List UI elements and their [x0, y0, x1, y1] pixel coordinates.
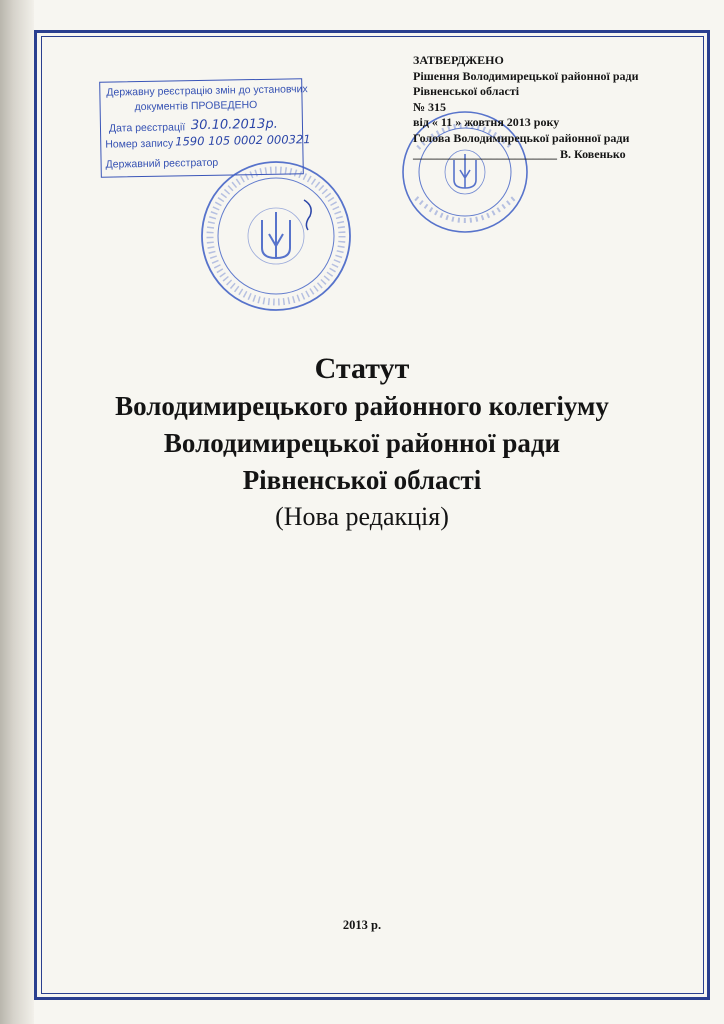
- stamp-registrar-label: Державний реєстратор: [105, 156, 219, 171]
- trident-icon: [262, 212, 290, 258]
- scan-edge-shadow: [0, 0, 34, 1024]
- state-registration-seal: [196, 156, 356, 316]
- title-edition: (Нова редакція): [275, 502, 449, 531]
- approval-heading: ЗАТВЕРДЖЕНО: [413, 53, 504, 67]
- approval-decision: Рішення Володимирецької районної ради: [413, 68, 639, 83]
- approval-block: [413, 53, 713, 162]
- stamp-line-1: Державну реєстрацію змін до установчих: [106, 83, 308, 99]
- stamp-date-label: Дата реєстрації: [108, 121, 186, 135]
- approval-signature-line: ________________________ В. Ковенько: [413, 146, 626, 161]
- approval-number: № 315: [413, 99, 447, 114]
- document-year: 2013 р.: [342, 918, 382, 932]
- title-line-1: Володимирецького районного колегіуму: [115, 391, 609, 421]
- title-line-2: Володимирецької районної ради: [163, 428, 561, 458]
- document-title: [60, 350, 664, 535]
- stamp-date-value: 30.10.2013р.: [190, 116, 278, 134]
- approval-head: Голова Володимирецької районної ради: [413, 130, 630, 145]
- stamp-record-label: Номер запису: [105, 137, 174, 151]
- title-line-3: Рівненської області: [242, 465, 482, 495]
- title-statute: Статут: [314, 352, 410, 385]
- approval-date: від « 11 » жовтня 2013 року: [413, 115, 560, 130]
- stamp-line-2: документів ПРОВЕДЕНО: [134, 99, 258, 114]
- stamp-record-value: 1590 105 0002 000321: [175, 132, 311, 149]
- approval-region: Рівненської області: [413, 84, 520, 99]
